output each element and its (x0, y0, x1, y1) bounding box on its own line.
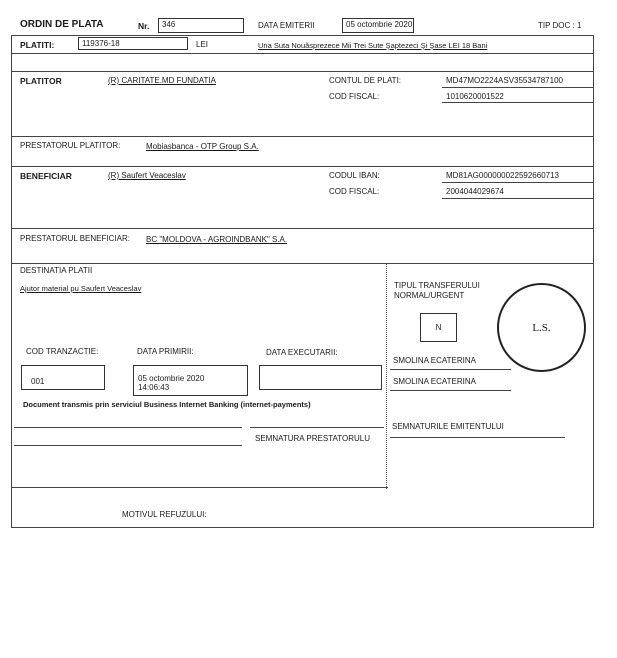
signature-line (14, 445, 242, 446)
issue-date-value: 05 octombrie 2020 (346, 20, 413, 29)
issue-date-field[interactable] (342, 18, 414, 33)
signatory-1: SMOLINA ECATERINA (393, 356, 476, 365)
signature-line (390, 437, 565, 438)
signature-line (390, 369, 511, 370)
divider (11, 263, 594, 264)
divider (11, 166, 594, 167)
transmission-note: Document transmis prin serviciul Business Internet Banking (internet-payments) (23, 400, 311, 409)
transaction-code-value: 001 (31, 377, 45, 386)
field-underline (442, 102, 594, 103)
signature-line (14, 427, 242, 428)
amount-field[interactable] (78, 37, 188, 50)
transaction-code-label: COD TRANZACTIE: (26, 347, 99, 356)
payer-label: PLATITOR (20, 76, 62, 86)
signature-line (250, 427, 384, 428)
payer-fiscal-value: 1010620001522 (446, 92, 504, 101)
bank-signature-label: SEMNATURA PRESTATORULU (255, 434, 370, 443)
payer-name: (R) CARITATE.MD FUNDATIA (108, 76, 216, 85)
document-frame (11, 35, 594, 528)
signature-line (390, 390, 511, 391)
currency: LEI (196, 40, 209, 49)
transfer-type-label-1: TIPUL TRANSFERULUI (394, 281, 480, 290)
amount-label: PLATITI: (20, 40, 55, 50)
payer-bank-label: PRESTATORUL PLATITOR: (20, 141, 121, 150)
order-number-field[interactable] (158, 18, 244, 33)
field-underline (442, 182, 594, 183)
order-number-label: Nr. (138, 21, 150, 31)
issuer-signatures-label: SEMNATURILE EMITENTULUI (392, 422, 504, 431)
beneficiary-fiscal-value: 2004044029674 (446, 187, 504, 196)
amount-value: 119376-18 (82, 39, 120, 48)
order-number-value: 346 (162, 20, 176, 29)
receipt-date-label: DATA PRIMIRII: (137, 347, 194, 356)
document-title: ORDIN DE PLATA (20, 19, 104, 30)
stamp-text: L.S. (532, 322, 551, 334)
divider (11, 228, 594, 229)
field-underline (442, 198, 594, 199)
beneficiary-fiscal-label: COD FISCAL: (329, 187, 380, 196)
beneficiary-bank-value: BC "MOLDOVA - AGROINDBANK" S.A. (146, 235, 288, 244)
payer-account-value: MD47MO2224ASV35534787100 (446, 76, 563, 85)
execution-date-field[interactable] (259, 365, 382, 390)
dotted-separator (386, 264, 387, 489)
divider (11, 71, 594, 72)
beneficiary-bank-label: PRESTATORUL BENEFICIAR: (20, 234, 130, 243)
beneficiary-name: (R) Saufert Veaceslav (108, 171, 186, 180)
execution-date-label: DATA EXECUTARII: (266, 348, 338, 357)
transfer-type-label-2: NORMAL/URGENT (394, 291, 465, 300)
transfer-type-field[interactable] (420, 313, 457, 342)
field-underline (442, 87, 594, 88)
transfer-type-value: N (435, 323, 442, 332)
issue-date-label: DATA EMITERII (258, 21, 315, 30)
divider (11, 136, 594, 137)
payer-bank-value: Mobiasbanca - OTP Group S.A. (146, 142, 259, 151)
beneficiary-label: BENEFICIAR (20, 171, 72, 181)
payer-fiscal-label: COD FISCAL: (329, 92, 380, 101)
signatory-2: SMOLINA ECATERINA (393, 377, 476, 386)
divider (11, 53, 594, 54)
amount-in-words: Una Suta Nouăsprezece Mii Trei Sute Şaptezeci Şi Şase LEI 18 Bani (258, 41, 488, 50)
payer-account-label: CONTUL DE PLATI: (329, 76, 402, 85)
beneficiary-iban-label: CODUL IBAN: (329, 171, 380, 180)
beneficiary-iban-value: MD81AG000000022592660713 (446, 171, 559, 180)
transaction-code-field[interactable] (21, 365, 105, 390)
doc-type: TIP DOC : 1 (538, 21, 582, 30)
refusal-reason-label: MOTIVUL REFUZULUI: (122, 510, 207, 519)
divider (11, 487, 388, 488)
receipt-date-value: 05 octombrie 2020 (138, 374, 205, 383)
receipt-time-value: 14:06:43 (138, 383, 170, 392)
receipt-date-field[interactable] (133, 365, 248, 396)
purpose-label: DESTINATIA PLATII (20, 266, 93, 275)
purpose-value: Ajutor material pu Saufert Veaceslav (20, 284, 142, 293)
